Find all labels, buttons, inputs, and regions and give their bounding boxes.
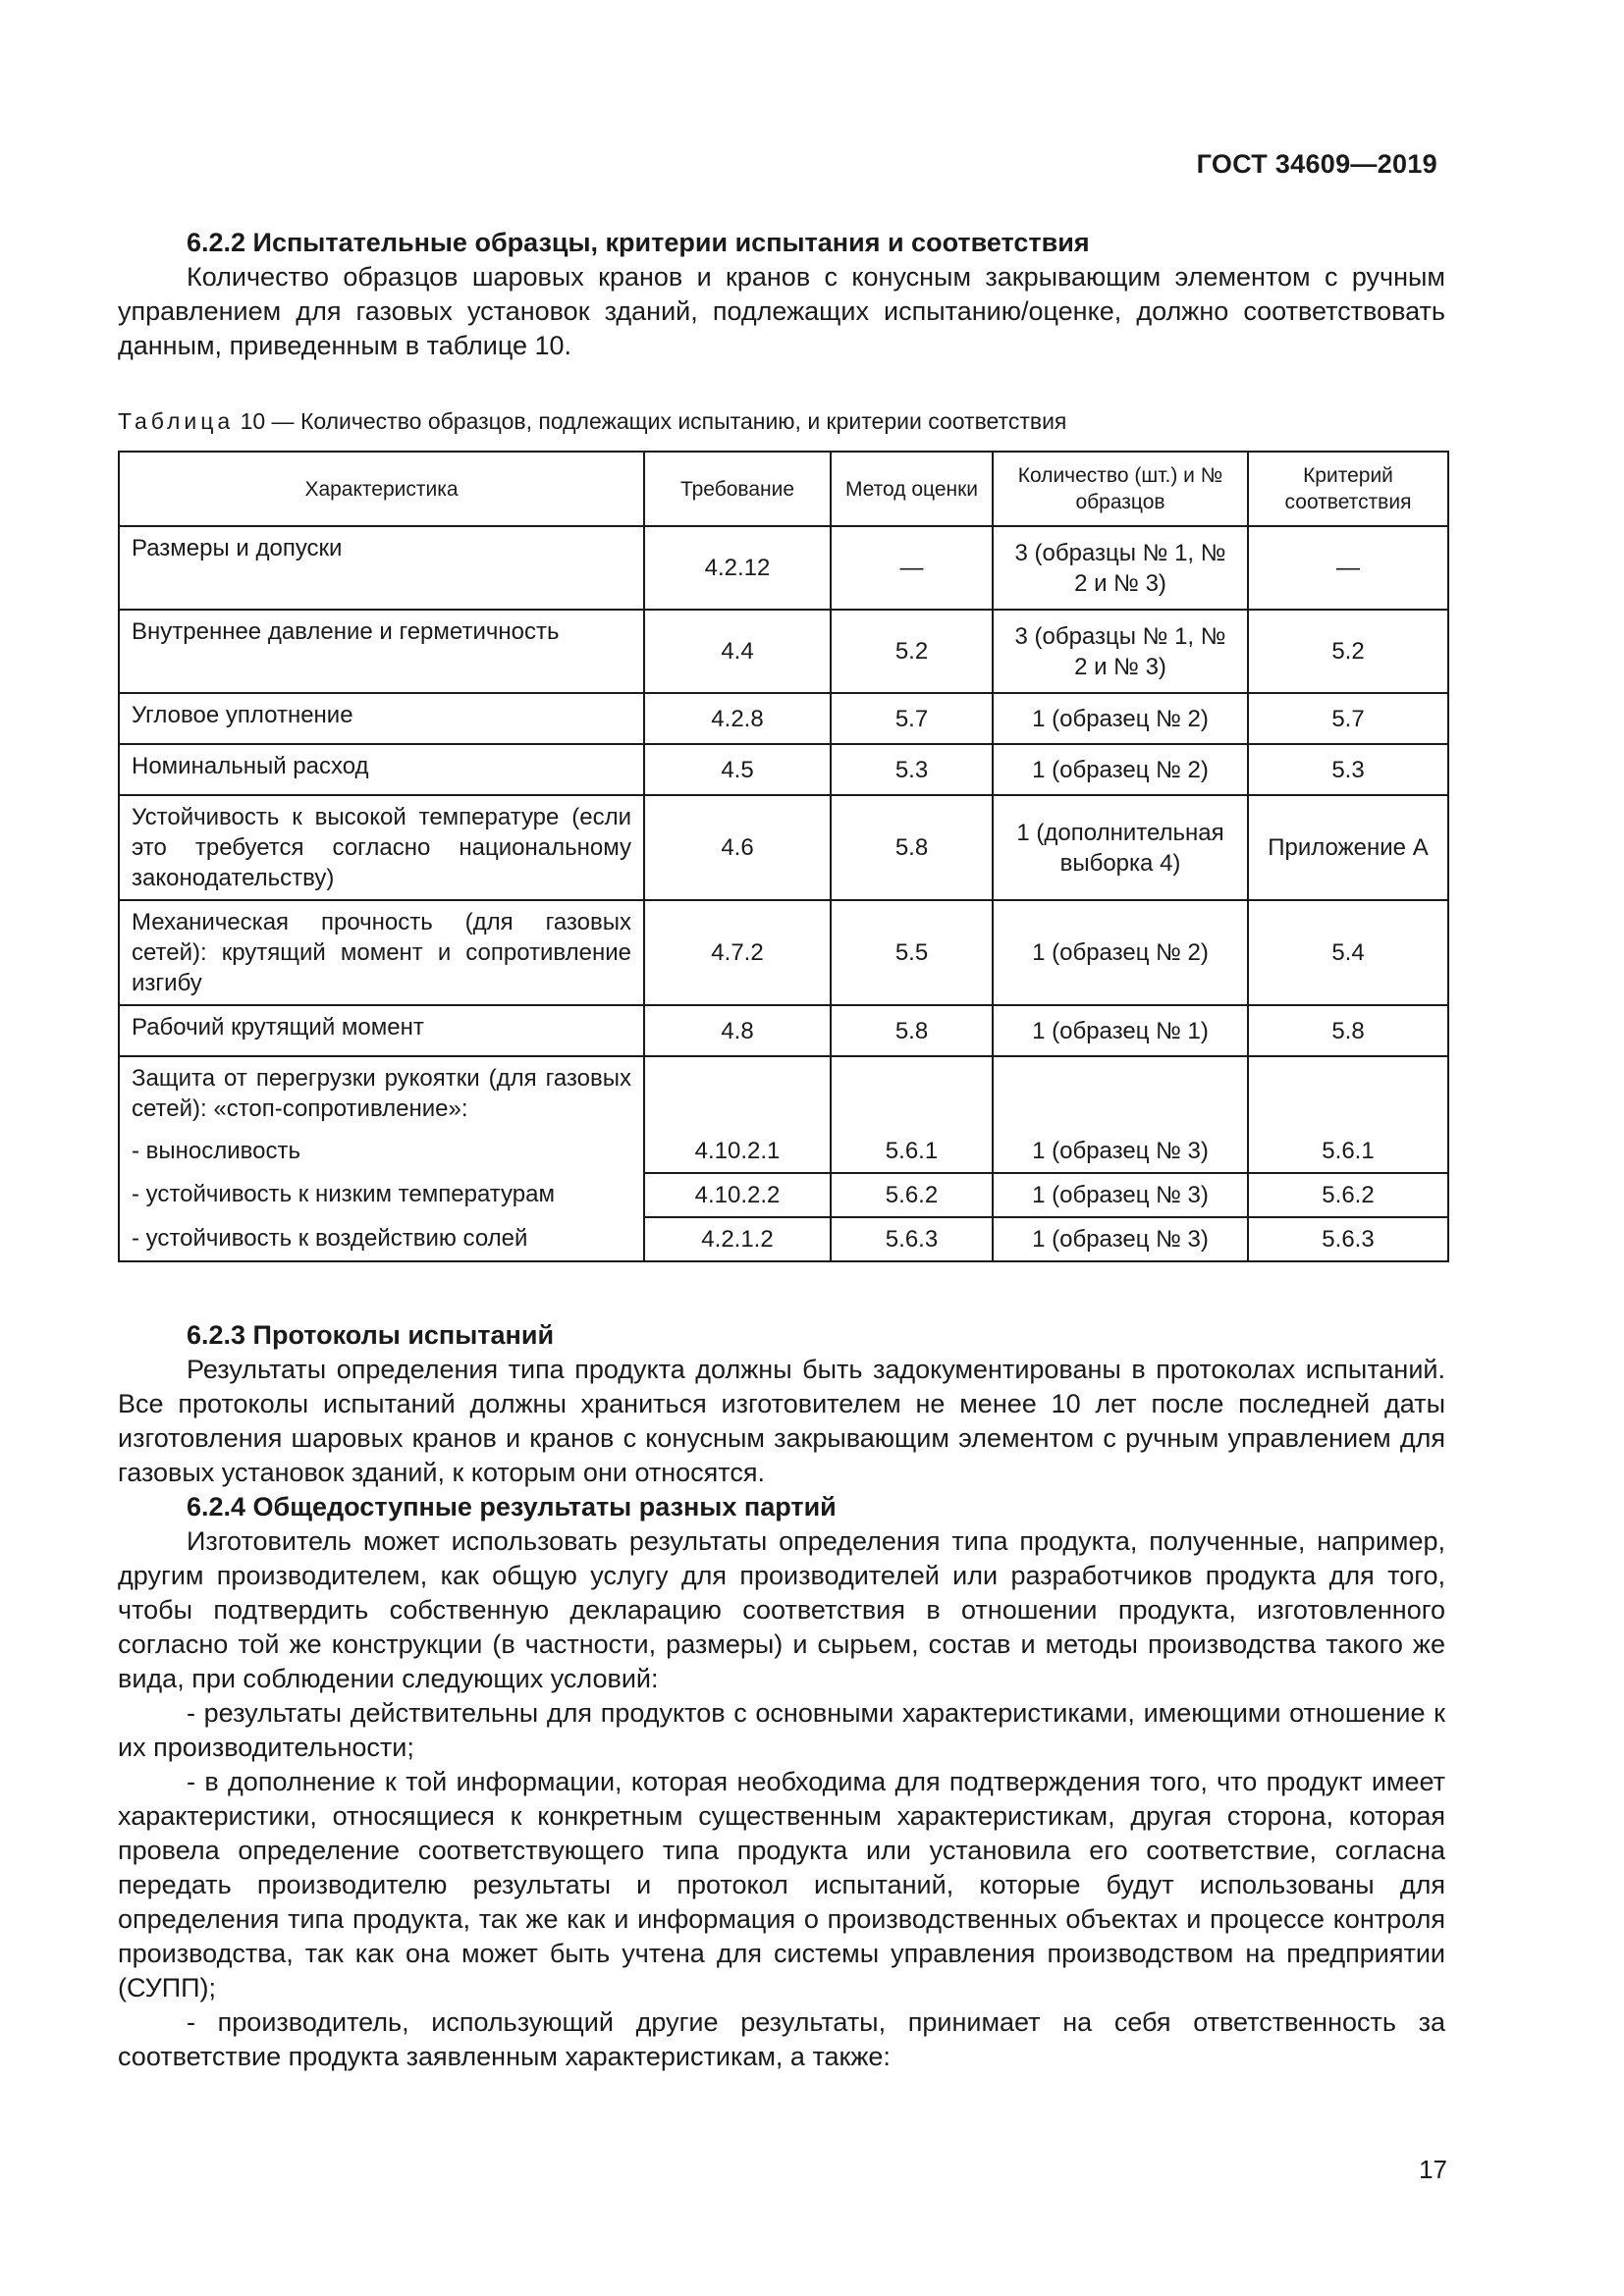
table-cell: 1 (образец № 2) — [993, 744, 1248, 795]
table-cell: 5.8 — [831, 795, 993, 900]
table-caption — [118, 406, 1066, 436]
table-cell: Угловое уплотнение — [119, 693, 644, 744]
table-cell — [993, 1056, 1248, 1130]
table-cell: 4.2.12 — [644, 526, 831, 610]
table-cell: 1 (образец № 2) — [993, 900, 1248, 1005]
table-cell: 5.2 — [831, 610, 993, 693]
table-cell: 5.7 — [1248, 693, 1448, 744]
table-cell: 4.2.8 — [644, 693, 831, 744]
table-cell: — — [831, 526, 993, 610]
table-cell: 4.2.1.2 — [644, 1217, 831, 1261]
table-cell: Номинальный расход — [119, 744, 644, 795]
table-cell: Устойчивость к высокой температуре (если это требуется согласно национальному законодательству) — [119, 795, 644, 900]
table-row — [119, 526, 1448, 610]
table-cell: 5.5 — [831, 900, 993, 1005]
table-cell: 4.5 — [644, 744, 831, 795]
paragraph: Изготовитель может использовать результаты определения типа продукта, полученные, например, другим производителем, как общую услугу для производителей или разработчиков продукта для того, чтобы подтвердить собственную декларацию соответствия в отношении продукта, изготовленного согласно той же конструкции (в частности, размеры) и сырьем, состав и методы производства такого же вида, при соблюдении следующих условий: — [118, 1526, 1445, 1693]
table-cell: 1 (образец № 3) — [993, 1130, 1248, 1173]
section-title: 6.2.2 Испытательные образцы, критерии испытания и соответствия — [187, 228, 1090, 257]
table-cell: 5.6.3 — [831, 1217, 993, 1261]
table-cell: 5.3 — [831, 744, 993, 795]
table-cell: Приложение А — [1248, 795, 1448, 900]
table-row — [119, 744, 1448, 795]
table-cell: 5.6.2 — [831, 1173, 993, 1217]
table-cell: — — [1248, 526, 1448, 610]
standard-code: ГОСТ 34609—2019 — [1196, 149, 1437, 179]
sections-6-2-3-and-6-2-4 — [118, 1318, 1445, 2074]
section-title: 6.2.3 Протоколы испытаний — [187, 1320, 555, 1350]
table-group-title-row — [119, 1056, 1448, 1130]
header-cell: Критерий соответствия — [1248, 452, 1448, 526]
table-row — [119, 1005, 1448, 1056]
table-cell: 1 (образец № 1) — [993, 1005, 1248, 1056]
table-caption-text: 10 — Количество образцов, подлежащих испытанию, и критерии соответствия — [240, 408, 1067, 434]
table-cell: 5.8 — [831, 1005, 993, 1056]
table-cell: 5.6.1 — [1248, 1130, 1448, 1173]
page-number: 17 — [1419, 2155, 1447, 2184]
table-row — [119, 610, 1448, 693]
table-cell: Внутреннее давление и герметичность — [119, 610, 644, 693]
table-row — [119, 1173, 1448, 1217]
table-10 — [118, 451, 1449, 1262]
table-cell: 4.4 — [644, 610, 831, 693]
table-row — [119, 795, 1448, 900]
table-cell: 5.6.3 — [1248, 1217, 1448, 1261]
header-cell: Характеристика — [119, 452, 644, 526]
table-cell: 5.8 — [1248, 1005, 1448, 1056]
table-cell: 4.6 — [644, 795, 831, 900]
table-cell: - устойчивость к низким температурам — [119, 1173, 644, 1217]
list-item: - производитель, использующий другие результаты, принимает на себя ответственность за соответствие продукта заявленным характеристикам, а также: — [118, 2007, 1445, 2071]
list-item: - в дополнение к той информации, которая необходима для подтверждения того, что продукт имеет характеристики, относящиеся к конкретным существенным характеристикам, другая сторона, которая провела определение соответствующего типа продукта или установила его соответствие, согласна передать производителю результаты и протокол испытаний, которые будут использованы для определения типа продукта, так же как и информация о производственных объектах и процессе контроля производства, так как она может быть учтена для системы управления производством на предприятии (СУПП); — [118, 1767, 1445, 2002]
table-cell: 5.7 — [831, 693, 993, 744]
table-cell: 5.2 — [1248, 610, 1448, 693]
table-row — [119, 1130, 1448, 1173]
table-cell: 4.10.2.2 — [644, 1173, 831, 1217]
table-cell: 3 (образцы № 1, № 2 и № 3) — [993, 526, 1248, 610]
table-cell: Рабочий крутящий момент — [119, 1005, 644, 1056]
table-cell: 5.4 — [1248, 900, 1448, 1005]
table-caption-label: Таблица — [118, 408, 235, 434]
table-cell: 1 (образец № 2) — [993, 693, 1248, 744]
table-cell: 5.6.1 — [831, 1130, 993, 1173]
table-cell: 4.7.2 — [644, 900, 831, 1005]
table-row — [119, 900, 1448, 1005]
table-cell: 4.10.2.1 — [644, 1130, 831, 1173]
header-cell: Требование — [644, 452, 831, 526]
section-6-2-2 — [118, 226, 1445, 363]
paragraph: Результаты определения типа продукта должны быть задокументированы в протоколах испытаний. Все протоколы испытаний должны храниться изготовителем не менее 10 лет после последней даты изготовления шаровых кранов и кранов с конусным закрывающим элементом с ручным управлением для газовых установок зданий, к которым они относятся. — [118, 1355, 1445, 1487]
table-cell — [1248, 1056, 1448, 1130]
table-cell: 5.6.2 — [1248, 1173, 1448, 1217]
paragraph: Количество образцов шаровых кранов и кранов с конусным закрывающим элементом с ручным управлением для газовых установок зданий, подлежащих испытанию/оценке, должно соответствовать данным, приведенным в таблице 10. — [118, 262, 1445, 360]
table-header-row — [119, 452, 1448, 526]
table-cell: 1 (образец № 3) — [993, 1173, 1248, 1217]
section-title: 6.2.4 Общедоступные результаты разных партий — [187, 1492, 837, 1522]
header-cell: Метод оценки — [831, 452, 993, 526]
table-cell: 1 (дополнительная выборка 4) — [993, 795, 1248, 900]
table-cell: - устойчивость к воздействию солей — [119, 1217, 644, 1261]
table-cell: Механическая прочность (для газовых сетей): крутящий момент и сопротивление изгибу — [119, 900, 644, 1005]
table-cell: Размеры и допуски — [119, 526, 644, 610]
header-cell: Количество (шт.) и № образцов — [993, 452, 1248, 526]
list-item: - результаты действительны для продуктов с основными характеристиками, имеющими отношение к их производительности; — [118, 1698, 1445, 1762]
table-cell: 4.8 — [644, 1005, 831, 1056]
table-cell: 1 (образец № 3) — [993, 1217, 1248, 1261]
table-cell: - выносливость — [119, 1130, 644, 1173]
table-cell — [644, 1056, 831, 1130]
table-cell — [831, 1056, 993, 1130]
table-cell: 5.3 — [1248, 744, 1448, 795]
table-cell: Защита от перегрузки рукоятки (для газовых сетей): «стоп-сопротивление»: — [119, 1056, 644, 1130]
table-row — [119, 693, 1448, 744]
table-row — [119, 1217, 1448, 1261]
table-cell: 3 (образцы № 1, № 2 и № 3) — [993, 610, 1248, 693]
